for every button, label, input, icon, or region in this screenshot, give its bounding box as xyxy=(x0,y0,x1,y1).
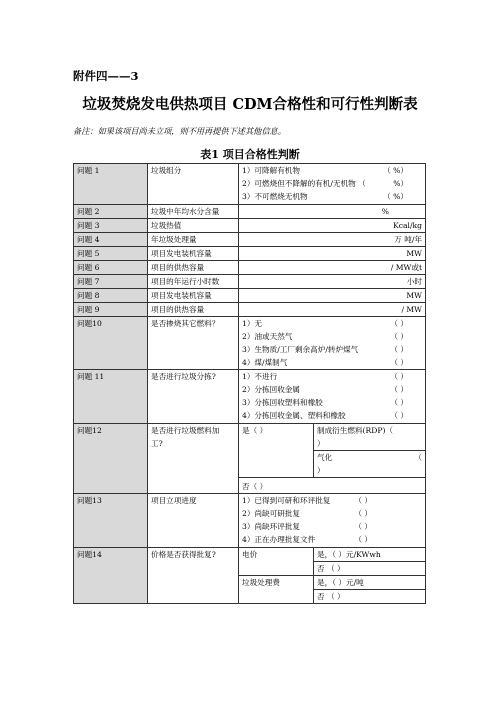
table-row-q12 xyxy=(74,424,426,451)
answer-value: / MW或t xyxy=(239,261,426,275)
option-line: 1）已得到可研和环评批复 （ ） xyxy=(242,496,372,505)
question-label: 是否进行垃圾燃料加 工? xyxy=(148,424,239,494)
question-label: 是否进行垃圾分拣? xyxy=(148,370,239,424)
table-row-q5 xyxy=(74,247,426,261)
table-row-q14 xyxy=(74,548,426,562)
option-line: 4）煤/煤制气 （ ） xyxy=(242,358,408,367)
answer-value: 万 吨/年 xyxy=(239,233,426,247)
question-id: 问题14 xyxy=(74,548,148,604)
answer-cell xyxy=(239,317,426,370)
option-line: 3）尚缺环评批复 （ ） xyxy=(242,522,372,531)
table-caption: 表1 项目合格性判断 xyxy=(200,148,300,161)
question-id: 问题 2 xyxy=(74,205,148,219)
question-id: 问题 9 xyxy=(74,303,148,317)
answer-value: / MW xyxy=(239,303,426,317)
answer-value: MW xyxy=(239,289,426,303)
option-line: 3）分拣回收塑料和橡胶 （ ） xyxy=(242,398,408,407)
yes-option: 是（ ） xyxy=(239,424,314,478)
table-row-q13 xyxy=(74,494,426,548)
question-id: 问题 5 xyxy=(74,247,148,261)
table-row-q9 xyxy=(74,303,426,317)
question-id: 问题 6 xyxy=(74,261,148,275)
answer-cell xyxy=(239,370,426,424)
question-label: 项目发电装机容量 xyxy=(148,247,239,261)
electricity-no: 否 （ ） xyxy=(314,562,426,576)
table-row-q4 xyxy=(74,233,426,247)
table-row-q3 xyxy=(74,219,426,233)
question-id: 问题12 xyxy=(74,424,148,494)
question-id: 问题 11 xyxy=(74,370,148,424)
question-label: 垃圾中年均水分含量 xyxy=(148,205,239,219)
garbage-fee-yes: 是，（ ）元/吨 xyxy=(314,576,426,590)
question-id: 问题 8 xyxy=(74,289,148,303)
option-line: 2）分拣回收金属 （ ） xyxy=(242,385,408,394)
option-line: 1）无 （ ） xyxy=(242,319,408,328)
table-row-q7 xyxy=(74,275,426,289)
option-line: 2）尚缺可研批复 （ ） xyxy=(242,509,372,518)
question-id: 问题 3 xyxy=(74,219,148,233)
question-label: 项目立项进度 xyxy=(148,494,239,548)
electricity-price-label: 电价 xyxy=(239,548,314,576)
question-label: 垃圾组分 xyxy=(148,164,239,205)
question-id: 问题13 xyxy=(74,494,148,548)
attachment-label: 附件四——3 xyxy=(73,69,139,83)
table-row-q11 xyxy=(74,370,426,424)
option-line: 3）生物质/工厂剩余高炉/转炉煤气 （ ） xyxy=(242,345,408,354)
question-label: 项目的年运行小时数 xyxy=(148,275,239,289)
option-line: 2）油或天然气 （ ） xyxy=(242,332,408,341)
question-label: 项目的供热容量 xyxy=(148,303,239,317)
answer-cell xyxy=(239,164,426,205)
answer-value: % xyxy=(239,205,426,219)
question-label: 项目的供热容量 xyxy=(148,261,239,275)
electricity-yes: 是，（ ）元/KWwh xyxy=(314,548,426,562)
answer-value: 小时 xyxy=(239,275,426,289)
question-id: 问题 1 xyxy=(74,164,148,205)
question-label: 年垃圾处理量 xyxy=(148,233,239,247)
table-row-q8 xyxy=(74,289,426,303)
gasification-option: 气化 （ ） xyxy=(314,451,426,478)
question-label: 价格是否获得批复? xyxy=(148,548,239,604)
question-label: 项目发电装机容量 xyxy=(148,289,239,303)
option-line: 4）分拣回收金属、塑料和橡胶 （ ） xyxy=(242,411,408,420)
garbage-fee-no: 否 （ ） xyxy=(314,590,426,604)
question-label: 是否掺烧其它燃料？ xyxy=(148,317,239,370)
garbage-fee-label: 垃圾处理费 xyxy=(239,576,314,604)
note-text: 备注：如果该项目尚未立项，则不用再提供下述其他信息。 xyxy=(73,126,286,136)
option-line: 1）可降解有机物 （ %） xyxy=(242,166,408,175)
option-line: 2）可燃烧但不降解的有机/无机物 （ %） xyxy=(242,179,408,188)
table-row-q1 xyxy=(74,164,426,205)
table-row-q6 xyxy=(74,261,426,275)
no-option: 否（ ） xyxy=(239,478,426,494)
table-row-q2 xyxy=(74,205,426,219)
eligibility-table xyxy=(73,163,426,604)
question-label: 垃圾热值 xyxy=(148,219,239,233)
answer-cell xyxy=(239,494,426,548)
document-title: 垃圾焚烧发电供热项目 CDM合格性和可行性判断表 xyxy=(82,96,418,113)
table-row-q10 xyxy=(74,317,426,370)
option-line: 1）不进行 （ ） xyxy=(242,372,408,381)
option-line: 3）不可燃烧无机物 （ %） xyxy=(242,192,408,201)
question-id: 问题10 xyxy=(74,317,148,370)
rdf-option: 制成衍生燃料(RDP)（ ） xyxy=(314,424,426,451)
question-id: 问题 4 xyxy=(74,233,148,247)
answer-value: MW xyxy=(239,247,426,261)
question-id: 问题 7 xyxy=(74,275,148,289)
option-line: 4）正在办理批复文件 （ ） xyxy=(242,535,372,544)
answer-value: Kcal/kg xyxy=(239,219,426,233)
